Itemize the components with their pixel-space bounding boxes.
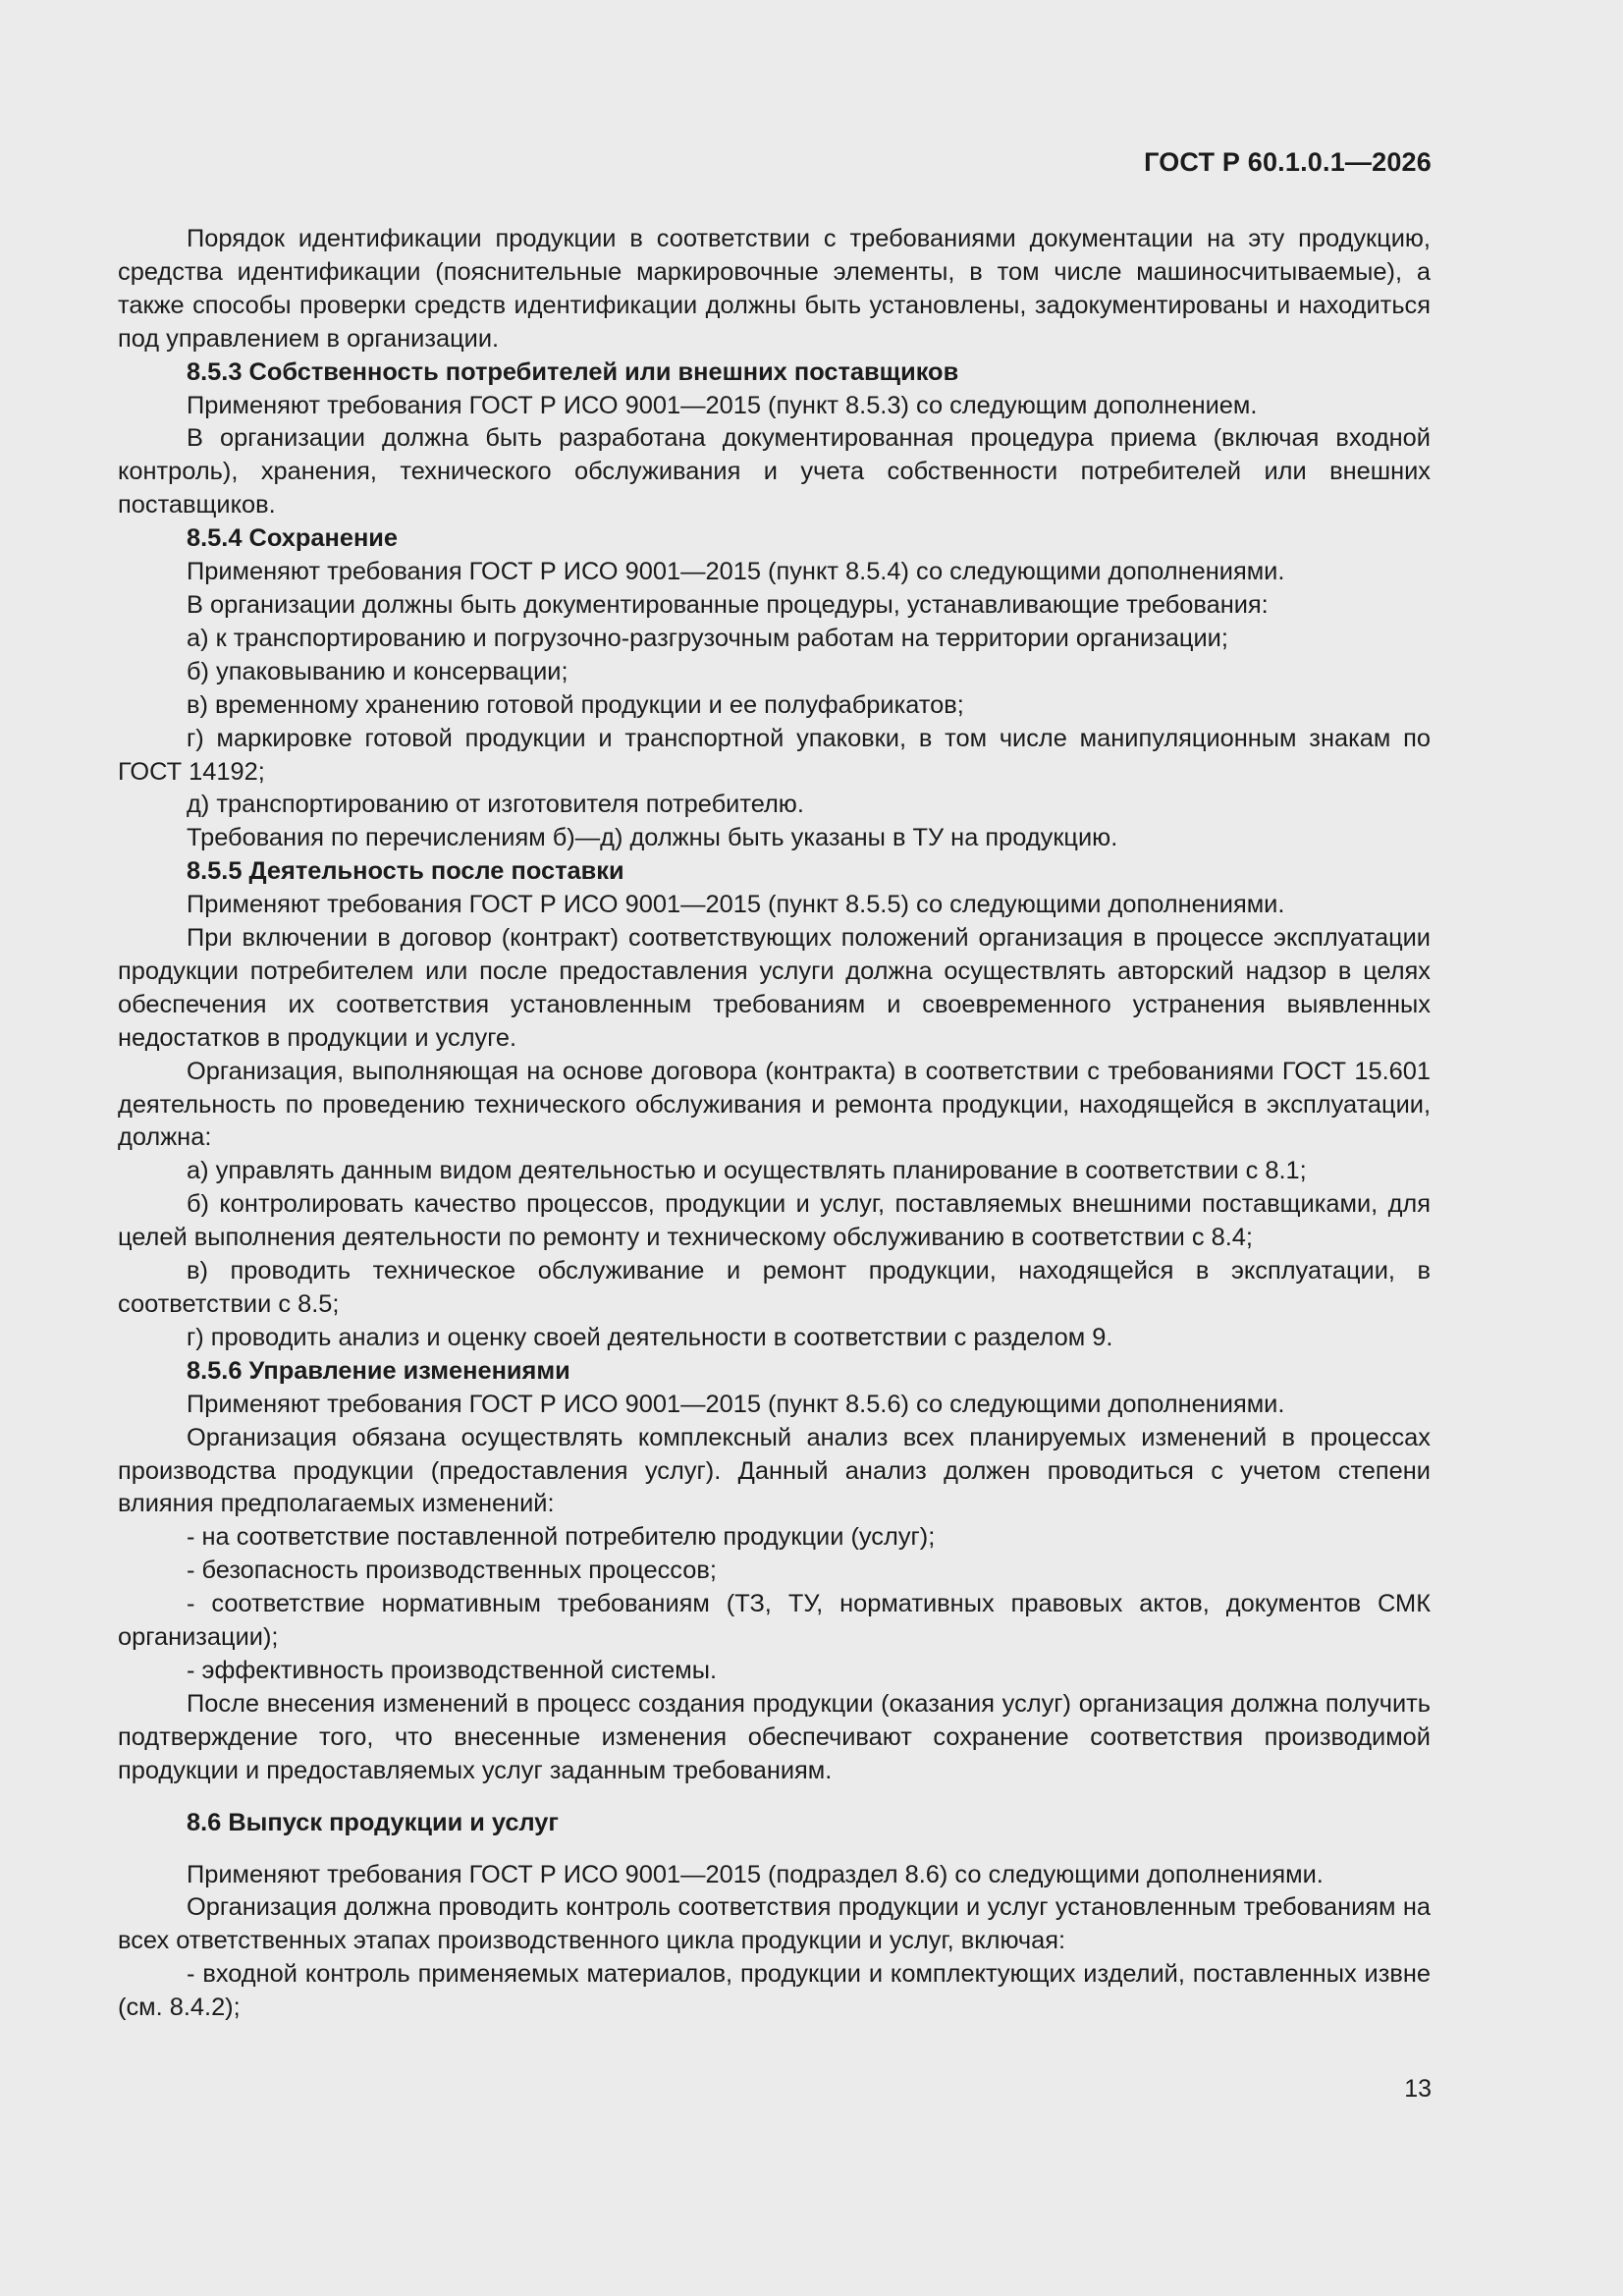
paragraph: После внесения изменений в процесс создания продукции (оказания услуг) организация должна получить подтверждение того, что внесенные изменения обеспечивают сохранение соответствия производимой продукции и предоставляемых услуг заданным требованиям.	[118, 1689, 1431, 1784]
paragraph: В организации должна быть разработана документированная процедура приема (включая входной контроль), хранения, технического обслуживания и учета собственности потребителей или внешних поставщиков.	[118, 424, 1431, 519]
paragraph: Организация должна проводить контроль соответствия продукции и услуг установленным требованиям на всех ответственных этапах производственного цикла продукции и услуг, включая:	[118, 1893, 1431, 1955]
section-heading: 8.5.3 Собственность потребителей или внешних поставщиков	[187, 357, 959, 386]
paragraph: г) проводить анализ и оценку своей деятельности в соответствии с разделом 9.	[187, 1323, 1113, 1351]
paragraph: В организации должны быть документированные процедуры, устанавливающие требования:	[187, 590, 1269, 619]
section-heading: 8.5.4 Сохранение	[187, 524, 399, 553]
paragraph: - безопасность производственных процессов;	[187, 1557, 717, 1585]
paragraph: Применяют требования ГОСТ Р ИСО 9001—2015 (пункт 8.5.4) со следующими дополнениями.	[187, 558, 1285, 586]
paragraph: Требования по перечислениям б)—д) должны быть указаны в ТУ на продукцию.	[187, 824, 1118, 852]
paragraph: - на соответствие поставленной потребителю продукции (услуг);	[187, 1523, 936, 1552]
section-heading: 8.5.5 Деятельность после поставки	[187, 857, 624, 886]
paragraph: в) временному хранению готовой продукции и ее полуфабрикатов;	[187, 690, 964, 719]
paragraph: При включении в договор (контракт) соответствующих положений организация в процессе эксплуатации продукции потребителем или после предоставления услуги должна осуществлять авторский надзор в целях обеспечения их соответствия установленным требованиям и своевременного устранения выявленных недостатков в продукции и услуге.	[118, 924, 1431, 1052]
paragraph: - эффективность производственной системы.	[187, 1656, 718, 1684]
section-heading: 8.5.6 Управление изменениями	[187, 1356, 570, 1385]
page-number: 13	[1404, 2075, 1432, 2103]
paragraph: Порядок идентификации продукции в соответствии с требованиями документации на эту продукцию, средства идентификации (пояснительные маркировочные элементы, в том числе машиносчитываемые), а также способы проверки средств идентификации должны быть установлены, задокументированы и находиться под управлением в организации.	[118, 225, 1431, 353]
paragraph: - соответствие нормативным требованиям (ТЗ, ТУ, нормативных правовых актов, документов СМК организации);	[118, 1590, 1431, 1652]
paragraph: Применяют требования ГОСТ Р ИСО 9001—2015 (подраздел 8.6) со следующими дополнениями.	[187, 1860, 1324, 1888]
paragraph: а) к транспортированию и погрузочно-разгрузочным работам на территории организации;	[187, 624, 1228, 652]
paragraph: б) контролировать качество процессов, продукции и услуг, поставляемых внешними поставщиками, для целей выполнения деятельности по ремонту и техническому обслуживанию в соответствии с 8.4;	[118, 1190, 1431, 1252]
paragraph: г) маркировке готовой продукции и транспортной упаковки, в том числе манипуляционным знакам по ГОСТ 14192;	[118, 724, 1431, 786]
paragraph: в) проводить техническое обслуживание и ремонт продукции, находящейся в эксплуатации, в соответствии с 8.5;	[118, 1257, 1431, 1318]
document-code-header: ГОСТ Р 60.1.0.1—2026	[1144, 147, 1432, 177]
paragraph: Организация обязана осуществлять комплексный анализ всех планируемых изменений в процессах производства продукции (предоставления услуг). Данный анализ должен проводиться с учетом степени влияния предполагаемых изменений:	[118, 1423, 1431, 1518]
paragraph: Применяют требования ГОСТ Р ИСО 9001—2015 (пункт 8.5.3) со следующим дополнением.	[187, 391, 1258, 419]
paragraph: Организация, выполняющая на основе договора (контракта) в соответствии с требованиями ГОСТ 15.601 деятельность по проведению технического обслуживания и ремонта продукции, находящейся в эксплуатации, должна:	[118, 1057, 1431, 1152]
paragraph: а) управлять данным видом деятельностью и осуществлять планирование в соответствии с 8.1;	[187, 1157, 1307, 1185]
paragraph: - входной контроль применяемых материалов, продукции и комплектующих изделий, поставленных извне (см. 8.4.2);	[118, 1960, 1431, 2022]
section-heading: 8.6 Выпуск продукции и услуг	[187, 1808, 559, 1836]
paragraph: д) транспортированию от изготовителя потребителю.	[187, 791, 804, 819]
document-body	[118, 223, 1431, 2025]
paragraph: б) упаковыванию и консервации;	[187, 657, 568, 685]
paragraph: Применяют требования ГОСТ Р ИСО 9001—2015 (пункт 8.5.6) со следующими дополнениями.	[187, 1390, 1285, 1418]
paragraph: Применяют требования ГОСТ Р ИСО 9001—2015 (пункт 8.5.5) со следующими дополнениями.	[187, 891, 1285, 919]
